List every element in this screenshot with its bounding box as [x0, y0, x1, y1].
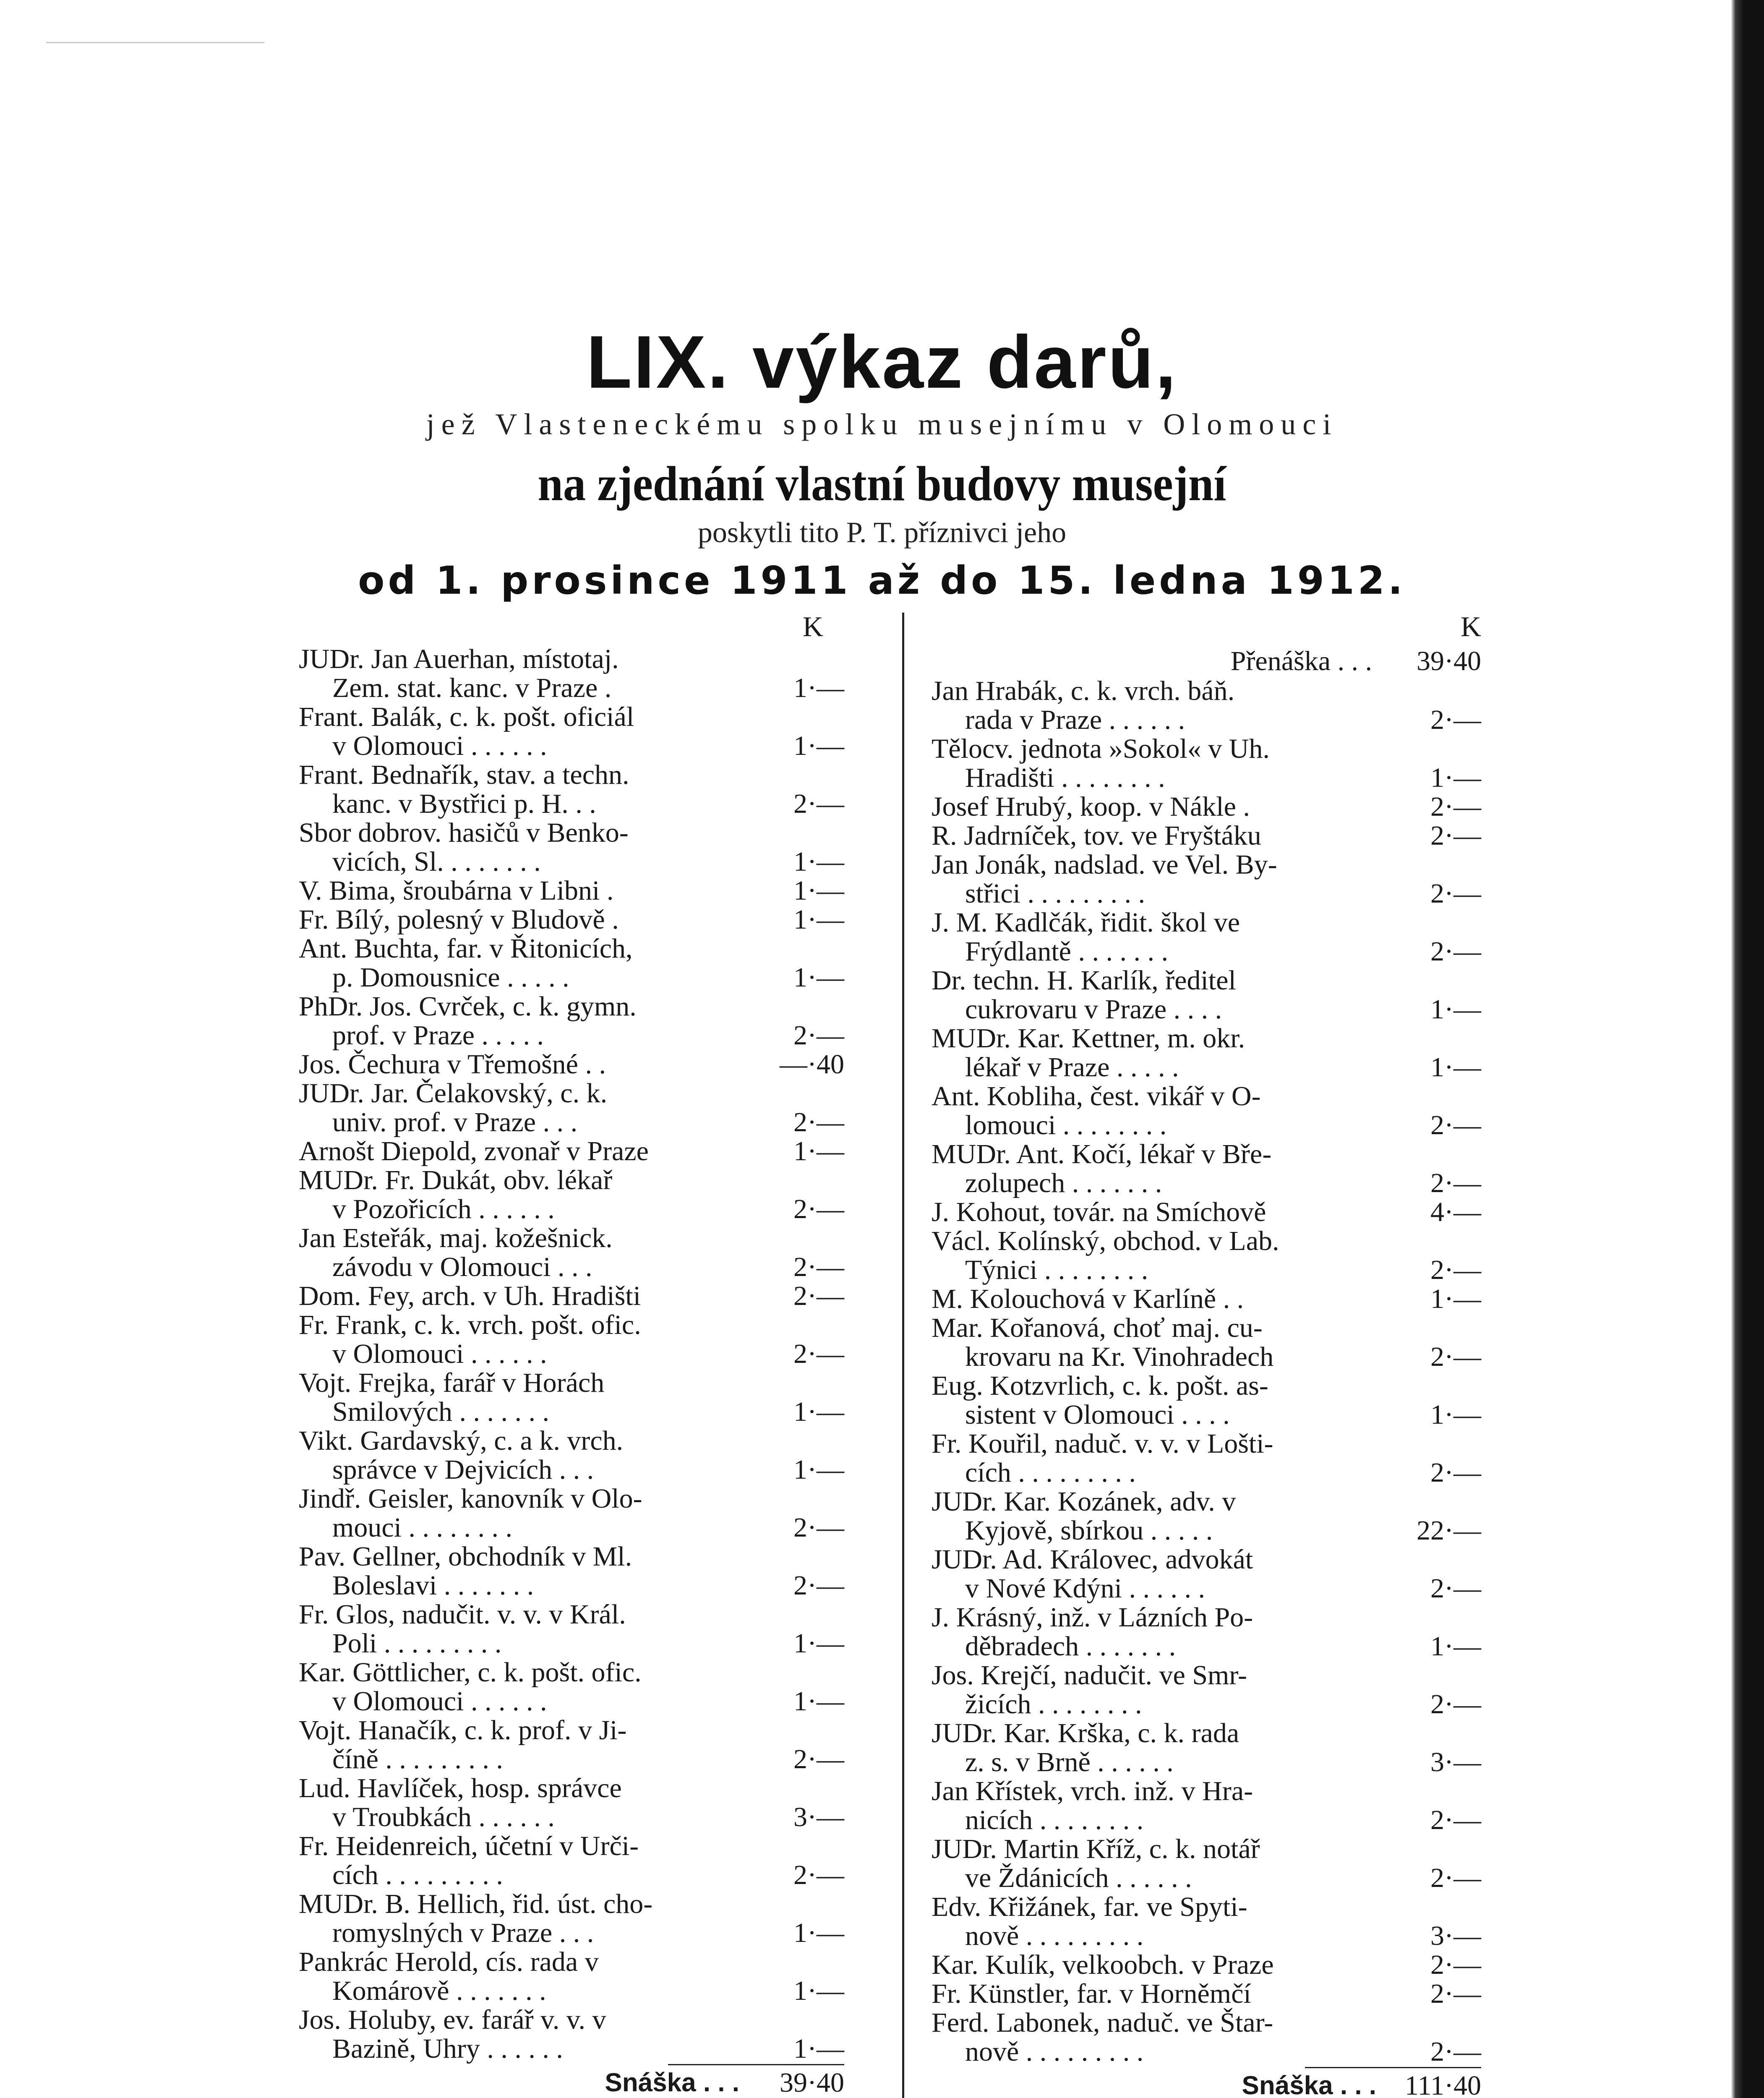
donor-name [932, 676, 1389, 734]
donor-name [299, 1368, 752, 1426]
donor-entry [299, 1600, 844, 1658]
donor-entry [299, 760, 844, 818]
donor-entry [299, 1166, 844, 1224]
donor-name [299, 1716, 752, 1774]
donor-name-line: JUDr. Ad. Královec, advokát [932, 1544, 1253, 1575]
donor-name-line: Arnošt Diepold, zvonař v Praze [299, 1136, 649, 1166]
donor-name [299, 1166, 752, 1224]
donation-amount: 2·— [793, 1339, 844, 1369]
donor-name [299, 1658, 752, 1716]
donor-name-line: Lud. Havlíček, hosp. správce [299, 1773, 622, 1803]
donor-name-line: Fr. Heidenreich, účetní v Urči- [299, 1831, 639, 1861]
currency-header-left: K [802, 611, 823, 642]
donor-name-line: Josef Hrubý, koop. v Nákle . [932, 791, 1250, 822]
donor-name-line: R. Jadrníček, tov. ve Fryštáku [932, 820, 1261, 851]
donor-entry [932, 1284, 1481, 1313]
column-divider [902, 613, 904, 2098]
donation-amount: 22·— [1417, 1515, 1481, 1546]
donation-amount: 2·— [1430, 820, 1481, 851]
donor-name [299, 1281, 752, 1310]
donor-name-line: JUDr. Kar. Kozánek, adv. v [932, 1486, 1236, 1517]
donation-amount: 1·— [793, 962, 844, 993]
donor-name [932, 1226, 1389, 1284]
donation-amount: 2·— [793, 788, 844, 819]
donor-name-line: Dom. Fey, arch. v Uh. Hradišti [299, 1281, 641, 1311]
donor-name [932, 1487, 1389, 1545]
donor-name-line: MUDr. B. Hellich, řid. úst. cho- [299, 1889, 653, 1919]
donor-entry [932, 1313, 1481, 1371]
donor-name [299, 645, 752, 702]
donor-entry [299, 1716, 844, 1774]
donor-entry [299, 1050, 844, 1079]
donation-amount: 1·— [793, 731, 844, 761]
donation-amount: 2·— [1430, 705, 1481, 735]
page-title: LIX. výkaz darů, [586, 320, 1178, 404]
donor-name-line: Hradišti . . . . . . . . [965, 762, 1165, 793]
donor-name [932, 1429, 1389, 1487]
donor-entry [299, 1484, 844, 1542]
donation-amount: 2·— [793, 1570, 844, 1601]
donor-name [299, 1600, 752, 1658]
donor-name [299, 876, 752, 905]
donor-entry [932, 1545, 1481, 1603]
donor-entry [932, 1024, 1481, 1082]
donor-entry [932, 850, 1481, 908]
donor-name [299, 1832, 752, 1889]
donor-name-line: Vikt. Gardavský, c. a k. vrch. [299, 1425, 624, 1456]
donor-name-line: Fr. Künstler, far. v Horněmčí [932, 1978, 1251, 2009]
donation-amount: —·40 [780, 1049, 844, 1080]
donor-name-line: v Troubkách . . . . . . [332, 1802, 555, 1832]
donation-amount: 1·— [793, 1918, 844, 1948]
donation-amount: 1·— [793, 2033, 844, 2064]
donation-amount: 2·— [793, 1860, 844, 1890]
donor-entry [932, 676, 1481, 734]
total-rule-right [1305, 2067, 1481, 2068]
donor-entry [299, 1658, 844, 1716]
donor-name-line: Kyjově, sbírkou . . . . . [965, 1515, 1213, 1546]
right-total-label: Snáška . . . [1242, 2071, 1376, 2098]
donor-name-line: krovaru na Kr. Vinohradech [965, 1341, 1274, 1372]
donor-entry [299, 934, 844, 992]
donor-entry [299, 1774, 844, 1832]
donor-name-line: Jos. Krejčí, nadučit. ve Smr- [932, 1660, 1247, 1691]
donor-name [299, 1774, 752, 1832]
currency-header-right: K [1460, 611, 1481, 642]
donor-name-line: Kar. Göttlicher, c. k. pošt. ofic. [299, 1657, 642, 1688]
donor-name [299, 1079, 752, 1137]
donor-entry [299, 818, 844, 876]
donor-name-line: nicích . . . . . . . . [965, 1805, 1144, 1835]
donation-amount: 2·— [1430, 936, 1481, 967]
donor-entry [932, 1950, 1481, 1979]
donor-name-line: Vojt. Frejka, farář v Horách [299, 1367, 605, 1398]
right-total [932, 2071, 1481, 2098]
donor-name [932, 792, 1389, 821]
donor-name [932, 1603, 1389, 1661]
donor-name [932, 1892, 1389, 1950]
donation-amount: 2·— [1430, 1805, 1481, 1835]
donor-name [299, 1224, 752, 1281]
donor-name [299, 992, 752, 1050]
donation-amount: 2·— [793, 1020, 844, 1051]
donor-name-line: číně . . . . . . . . . [332, 1744, 503, 1774]
donation-amount: 2·— [1430, 1978, 1481, 2009]
donor-name-line: Jan Hrabák, c. k. vrch. báň. [932, 676, 1235, 706]
donor-entry [299, 905, 844, 934]
donor-entry [299, 702, 844, 760]
donor-name-line: Poli . . . . . . . . . [332, 1628, 502, 1659]
donation-amount: 1·— [1430, 1284, 1481, 1314]
donor-entry [932, 1979, 1481, 2008]
donor-entry [932, 1603, 1481, 1661]
donation-amount: 1·— [793, 904, 844, 935]
donor-name [932, 1284, 1389, 1313]
donor-name [932, 1979, 1389, 2008]
left-entry-list [299, 645, 844, 2063]
donor-name [299, 934, 752, 992]
donor-name-line: Václ. Kolínský, obchod. v Lab. [932, 1226, 1279, 1256]
donor-name [299, 1542, 752, 1600]
right-entry-list [932, 676, 1481, 2066]
donor-entry [299, 992, 844, 1050]
donor-name [299, 1484, 752, 1542]
donor-name-line: Pankrác Herold, cís. rada v [299, 1947, 599, 1977]
donation-amount: 1·— [1430, 1631, 1481, 1662]
donor-name-line: Frant. Bednařík, stav. a techn. [299, 759, 629, 790]
page-corner-mark [46, 17, 264, 43]
donor-name-line: prof. v Praze . . . . . [332, 1020, 544, 1051]
donor-name-line: závodu v Olomouci . . . [332, 1252, 592, 1282]
donor-name-line: J. Krásný, inž. v Lázních Po- [932, 1602, 1253, 1633]
donor-name-line: JUDr. Kar. Krška, c. k. rada [932, 1718, 1239, 1748]
donor-entry [932, 2008, 1481, 2066]
donor-name-line: rada v Praze . . . . . . [965, 705, 1185, 735]
donor-name-line: Boleslavi . . . . . . . [332, 1570, 534, 1601]
donation-amount: 2·— [1430, 1573, 1481, 1604]
donor-name-line: Smilových . . . . . . . [332, 1396, 550, 1427]
donor-name-line: Komárově . . . . . . . [332, 1975, 546, 2006]
donation-amount: 2·— [1430, 1255, 1481, 1285]
right-total-value: 111·40 [1404, 2070, 1481, 2098]
donation-amount: 2·— [1430, 1168, 1481, 1198]
donation-amount: 2·— [793, 1744, 844, 1774]
donor-name-line: sistent v Olomouci . . . . [965, 1399, 1230, 1430]
donor-name-line: Fr. Glos, nadučit. v. v. v Král. [299, 1599, 626, 1630]
donor-name [299, 1889, 752, 1947]
donor-name-line: Bazině, Uhry . . . . . . [332, 2033, 563, 2064]
donor-name-line: Ant. Buchta, far. v Řitonicích, [299, 933, 633, 964]
donor-name-line: V. Bima, šroubárna v Libni . [299, 875, 614, 906]
donor-name-line: Zem. stat. kanc. v Praze . [332, 673, 612, 703]
donor-entry [299, 1079, 844, 1137]
donor-name-line: Jos. Čechura v Třemošné . . [299, 1049, 606, 1080]
donor-name-line: Pav. Gellner, obchodník v Ml. [299, 1541, 632, 1572]
donation-amount: 2·— [793, 1107, 844, 1138]
donor-name [932, 1140, 1389, 1198]
donor-entry [299, 645, 844, 702]
donor-entry [932, 1226, 1481, 1284]
donation-amount: 1·— [1430, 762, 1481, 793]
donor-entry [932, 1661, 1481, 1719]
donor-name-line: mouci . . . . . . . . [332, 1512, 512, 1543]
donor-name [932, 1950, 1389, 1979]
donor-name-line: MUDr. Ant. Kočí, lékař v Bře- [932, 1139, 1272, 1169]
donor-name-line: Jan Esteřák, maj. kožešnick. [299, 1223, 613, 1253]
donor-name-line: z. s. v Brně . . . . . . [965, 1747, 1174, 1777]
donation-amount: 1·— [793, 1686, 844, 1717]
donation-amount: 3·— [1430, 1747, 1481, 1777]
donor-name [932, 2008, 1389, 2066]
donor-name-line: univ. prof. v Praze . . . [332, 1107, 578, 1138]
donor-name-line: JUDr. Jan Auerhan, místotaj. [299, 644, 619, 674]
donor-name-line: žicích . . . . . . . . [965, 1689, 1142, 1720]
donor-name-line: Mar. Kořanová, choť maj. cu- [932, 1313, 1263, 1343]
donation-amount: 2·— [1430, 1110, 1481, 1140]
donor-name-line: PhDr. Jos. Cvrček, c. k. gymn. [299, 991, 637, 1022]
donation-amount: 2·— [793, 1512, 844, 1543]
donor-entry [299, 1310, 844, 1368]
donor-name-line: cích . . . . . . . . . [332, 1860, 503, 1890]
donor-name [299, 760, 752, 818]
donor-name-line: Ant. Kobliha, čest. vikář v O- [932, 1081, 1261, 1112]
donor-entry [932, 1198, 1481, 1226]
donation-amount: 1·— [793, 1628, 844, 1659]
donor-name-line: v Olomouci . . . . . . [332, 1686, 547, 1717]
donor-name-line: romyslných v Praze . . . [332, 1918, 594, 1948]
donor-name-line: cích . . . . . . . . . [965, 1457, 1136, 1488]
donor-entry [932, 1777, 1481, 1834]
donation-amount: 2·— [1430, 1341, 1481, 1372]
donation-amount: 4·— [1430, 1197, 1481, 1227]
donation-amount: 3·— [1430, 1921, 1481, 1951]
donor-name-line: kanc. v Bystřici p. H. . . [332, 788, 596, 819]
donor-name [299, 1947, 752, 2005]
donor-name-line: Ferd. Labonek, naduč. ve Štar- [932, 2007, 1273, 2038]
donor-name-line: Tělocv. jednota »Sokol« v Uh. [932, 733, 1270, 764]
left-total-value: 39·40 [780, 2067, 844, 2098]
right-column [932, 608, 1481, 2098]
donor-entry [299, 1832, 844, 1889]
donor-entry [932, 734, 1481, 792]
donor-name-line: cukrovaru v Praze . . . . [965, 994, 1222, 1025]
donor-entry [299, 1426, 844, 1484]
left-total-label: Snáška . . . [605, 2068, 739, 2097]
donor-name [932, 1834, 1389, 1892]
donation-amount: 3·— [793, 1802, 844, 1832]
donor-entry [299, 1889, 844, 1947]
donor-entry [932, 1834, 1481, 1892]
right-carry-value: 39·40 [1417, 646, 1481, 676]
donor-entry [932, 1487, 1481, 1545]
donation-amount: 1·— [793, 875, 844, 906]
donor-entry [299, 2005, 844, 2063]
left-total [299, 2068, 844, 2098]
donor-name-line: vicích, Sl. . . . . . . . [332, 846, 541, 877]
donor-name [932, 1313, 1389, 1371]
donor-name-line: zolupech . . . . . . . [965, 1168, 1162, 1198]
donation-amount: 2·— [793, 1194, 844, 1224]
donor-name [299, 905, 752, 934]
right-carry [932, 646, 1481, 676]
donor-entry [299, 1947, 844, 2005]
donor-entry [932, 1371, 1481, 1429]
scan-edge [1731, 0, 1764, 2098]
donor-name-line: děbradech . . . . . . . [965, 1631, 1176, 1662]
donor-name-line: Dr. techn. H. Karlík, ředitel [932, 965, 1236, 996]
donor-name [932, 1777, 1389, 1834]
donor-name [299, 2005, 752, 2063]
donor-name [932, 908, 1389, 966]
donation-amount: 1·— [793, 1396, 844, 1427]
purpose-heading: na zjednání vlastní budovy musejní [538, 456, 1226, 511]
donor-name-line: Jan Křístek, vrch. inž. v Hra- [932, 1776, 1253, 1806]
donor-name [932, 1661, 1389, 1719]
donation-amount: 1·— [1430, 1399, 1481, 1430]
donation-amount: 2·— [1430, 791, 1481, 822]
donor-name-line: J. Kohout, továr. na Smíchově [932, 1197, 1266, 1227]
donor-name [932, 1719, 1389, 1777]
donor-name-line: Edv. Křižánek, far. ve Spyti- [932, 1892, 1247, 1922]
donor-name-line: v Nové Kdýni . . . . . . [965, 1573, 1205, 1604]
donation-amount: 2·— [1430, 1863, 1481, 1893]
donor-name-line: Sbor dobrov. hasičů v Benko- [299, 817, 629, 848]
donor-entry [932, 1082, 1481, 1140]
donor-name [932, 734, 1389, 792]
donor-name-line: JUDr. Jar. Čelakovský, c. k. [299, 1078, 608, 1109]
donor-name [299, 1426, 752, 1484]
donor-entry [299, 1281, 844, 1310]
left-column [299, 608, 844, 2098]
donor-name-line: M. Kolouchová v Karlíně . . [932, 1284, 1244, 1314]
donor-name-line: ve Ždánicích . . . . . . [965, 1863, 1192, 1893]
donor-name [932, 850, 1389, 908]
donor-name [932, 821, 1389, 850]
donation-amount: 1·— [1430, 994, 1481, 1025]
donor-name-line: J. M. Kadlčák, řidit. škol ve [932, 907, 1240, 938]
donation-amount: 2·— [1430, 1689, 1481, 1720]
donation-amount: 1·— [793, 846, 844, 877]
donor-entry [299, 1542, 844, 1600]
donor-entry [932, 821, 1481, 850]
donors-line: poskytli tito P. T. příznivci jeho [697, 517, 1067, 549]
right-carry-label: Přenáška . . . [1230, 646, 1372, 676]
donation-amount: 2·— [1430, 1457, 1481, 1488]
donor-name-line: Kar. Kulík, velkoobch. v Praze [932, 1949, 1274, 1980]
donor-name-line: Fr. Bílý, polesný v Bludově . [299, 904, 619, 935]
donor-entry [299, 1137, 844, 1166]
donor-name-line: v Olomouci . . . . . . [332, 1339, 547, 1369]
total-rule-left [668, 2064, 844, 2065]
donor-name [932, 1198, 1389, 1226]
donor-name-line: nově . . . . . . . . . [965, 1921, 1144, 1951]
donor-entry [299, 1368, 844, 1426]
donor-name [299, 1137, 752, 1166]
donor-name-line: p. Domousnice . . . . . [332, 962, 569, 993]
donation-amount: 1·— [793, 1136, 844, 1166]
donor-name-line: Eug. Kotzvrlich, c. k. pošt. as- [932, 1370, 1268, 1401]
donor-name [299, 702, 752, 760]
donor-name-line: v Olomouci . . . . . . [332, 731, 547, 761]
page-subtitle: jež Vlasteneckému spolku musejnímu v Olomouci [426, 407, 1338, 441]
donor-entry [299, 1224, 844, 1281]
donor-name [932, 966, 1389, 1024]
donor-name [299, 1310, 752, 1368]
donor-name-line: Fr. Frank, c. k. vrch. pošt. ofic. [299, 1310, 641, 1340]
donor-entry [932, 1429, 1481, 1487]
donor-name [932, 1545, 1389, 1603]
donation-amount: 2·— [1430, 1949, 1481, 1980]
donor-name [932, 1024, 1389, 1082]
donation-amount: 2·— [1430, 2036, 1481, 2067]
donor-name-line: MUDr. Fr. Dukát, obv. lékař [299, 1165, 613, 1195]
donor-entry [932, 1892, 1481, 1950]
donor-name [932, 1082, 1389, 1140]
donor-name-line: lékař v Praze . . . . . [965, 1052, 1179, 1083]
donor-entry [932, 908, 1481, 966]
donor-name-line: Fr. Kouřil, naduč. v. v. v Lošti- [932, 1428, 1273, 1459]
donor-name-line: Jos. Holuby, ev. farář v. v. v [299, 2004, 606, 2035]
donation-amount: 1·— [793, 1454, 844, 1485]
donor-entry [932, 792, 1481, 821]
donor-name-line: lomouci . . . . . . . . [965, 1110, 1167, 1140]
donation-amount: 1·— [793, 1975, 844, 2006]
donor-name-line: JUDr. Martin Kříž, c. k. notář [932, 1834, 1260, 1864]
donor-name-line: správce v Dejvicích . . . [332, 1454, 594, 1485]
donor-entry [299, 876, 844, 905]
period-heading: od 1. prosince 1911 až do 15. ledna 1912. [358, 558, 1406, 603]
donor-entry [932, 1719, 1481, 1777]
donor-name-line: v Pozořicích . . . . . . [332, 1194, 555, 1224]
donor-name-line: Vojt. Hanačík, c. k. prof. v Ji- [299, 1715, 627, 1746]
donation-amount: 1·— [1430, 1052, 1481, 1083]
donor-name-line: Frant. Balák, c. k. pošt. oficiál [299, 702, 634, 732]
donor-name-line: nově . . . . . . . . . [965, 2036, 1144, 2067]
donor-name-line: střici . . . . . . . . . [965, 878, 1145, 909]
donor-name [299, 1050, 752, 1079]
donation-amount: 2·— [1430, 878, 1481, 909]
donor-entry [932, 966, 1481, 1024]
donor-name-line: Jan Jonák, nadslad. ve Vel. By- [932, 849, 1277, 880]
donor-name [932, 1371, 1389, 1429]
donation-amount: 2·— [793, 1252, 844, 1282]
donor-name-line: MUDr. Kar. Kettner, m. okr. [932, 1023, 1245, 1054]
donor-entry [932, 1140, 1481, 1198]
donation-amount: 1·— [793, 673, 844, 703]
donor-name-line: Týnici . . . . . . . . [965, 1255, 1148, 1285]
donor-name [299, 818, 752, 876]
donation-amount: 2·— [793, 1281, 844, 1311]
donor-name-line: Frýdlantě . . . . . . . [965, 936, 1168, 967]
donor-name-line: Jindř. Geisler, kanovník v Olo- [299, 1483, 642, 1514]
